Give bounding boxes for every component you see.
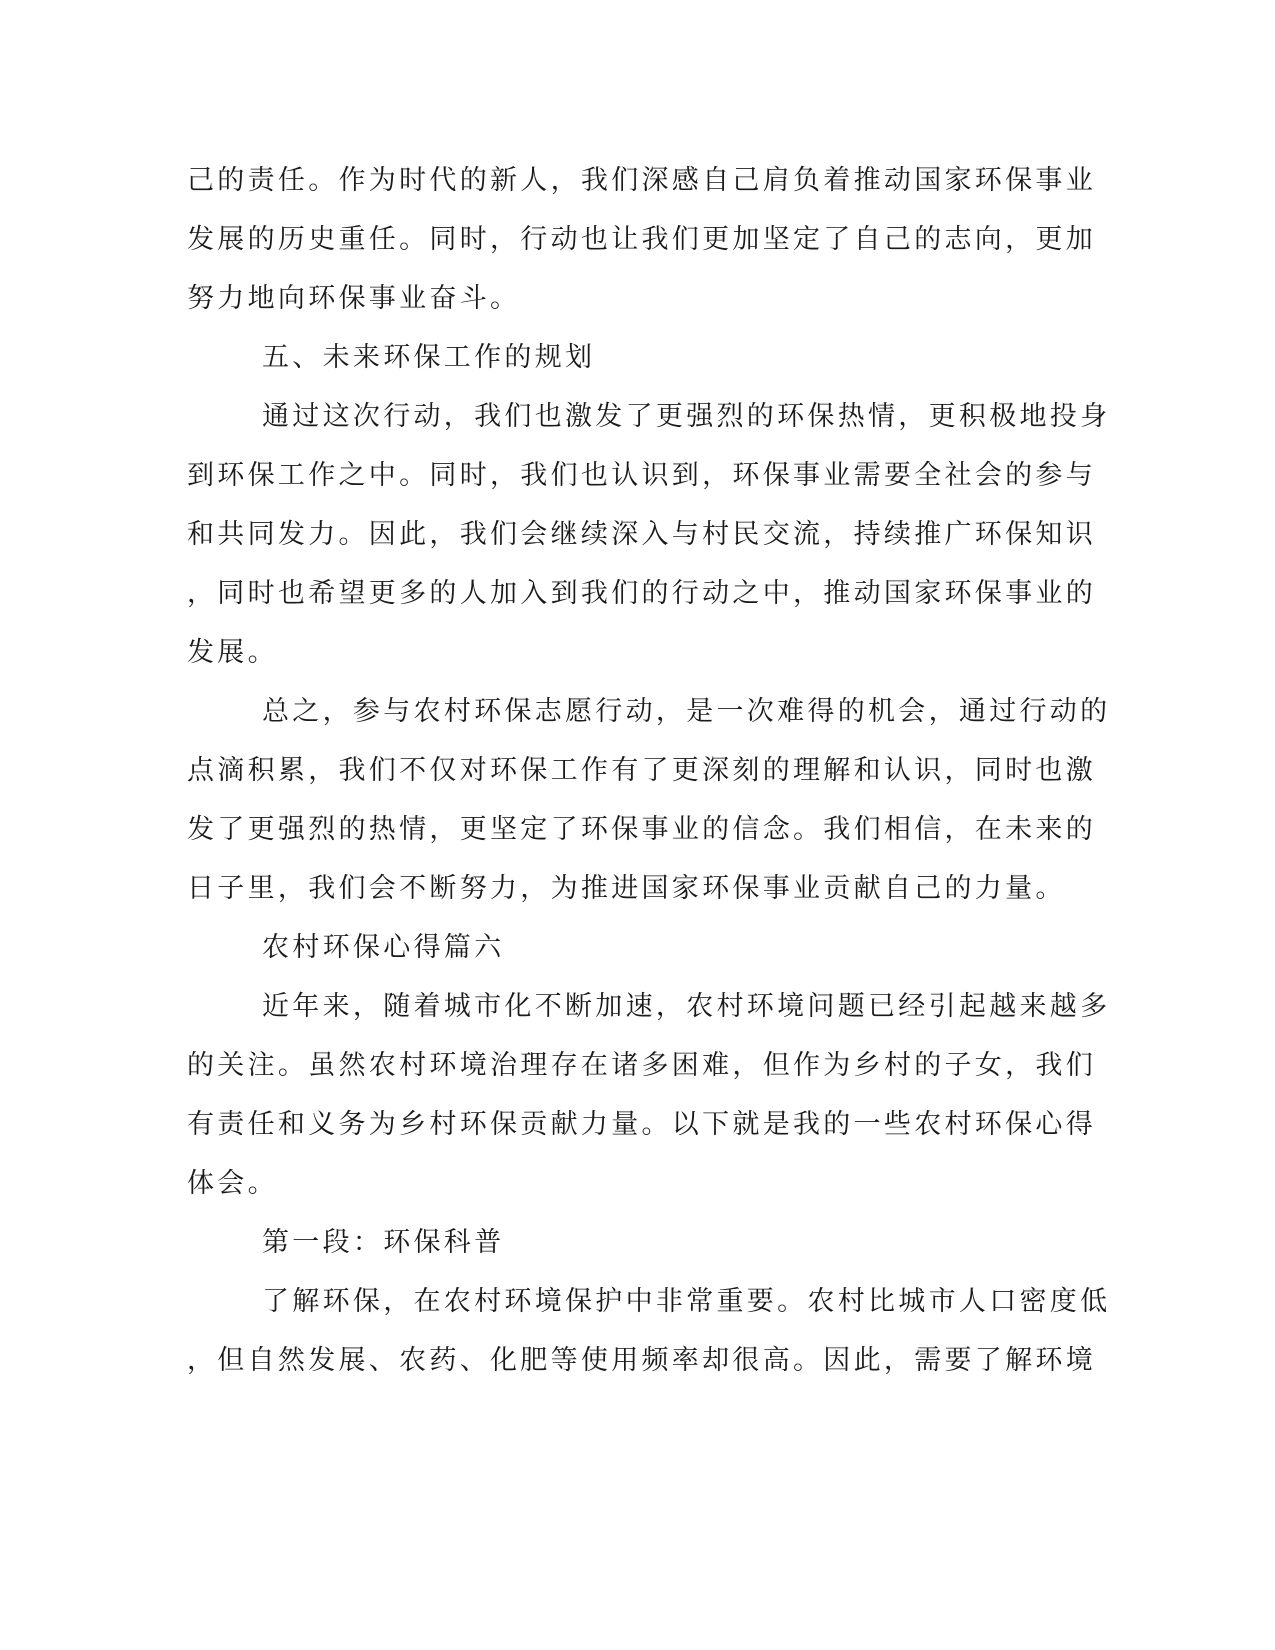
text-line: ，同时也希望更多的人加入到我们的行动之中，推动国家环保事业的 xyxy=(187,578,1096,609)
text-line: 日子里，我们会不断努力，为推进国家环保事业贡献自己的力量。 xyxy=(187,873,1066,904)
text-line: 的关注。虽然农村环境治理存在诸多困难，但作为乡村的子女，我们 xyxy=(187,1050,1096,1081)
text-line: 点滴积累，我们不仅对环保工作有了更深刻的理解和认识，同时也激 xyxy=(187,755,1096,786)
text-line: 发了更强烈的热情，更坚定了环保事业的信念。我们相信，在未来的 xyxy=(187,814,1096,845)
section-heading: 五、未来环保工作的规划 xyxy=(262,342,596,373)
section-heading: 第一段：环保科普 xyxy=(262,1227,505,1258)
text-line: 努力地向环保事业奋斗。 xyxy=(187,283,521,314)
text-line: ，但自然发展、农药、化肥等使用频率却很高。因此，需要了解环境 xyxy=(187,1345,1096,1376)
text-line: 体会。 xyxy=(187,1168,278,1199)
text-line: 有责任和义务为乡村环保贡献力量。以下就是我的一些农村环保心得 xyxy=(187,1109,1096,1140)
text-line: 近年来，随着城市化不断加速，农村环境问题已经引起越来越多 xyxy=(262,991,1111,1022)
text-line: 到环保工作之中。同时，我们也认识到，环保事业需要全社会的参与 xyxy=(187,460,1096,491)
section-heading: 农村环保心得篇六 xyxy=(262,932,505,963)
text-line: 和共同发力。因此，我们会继续深入与村民交流，持续推广环保知识 xyxy=(187,519,1096,550)
text-line: 总之，参与农村环保志愿行动，是一次难得的机会，通过行动的 xyxy=(262,696,1111,727)
text-line: 发展。 xyxy=(187,637,278,668)
text-line: 发展的历史重任。同时，行动也让我们更加坚定了自己的志向，更加 xyxy=(187,224,1096,255)
text-line: 通过这次行动，我们也激发了更强烈的环保热情，更积极地投身 xyxy=(262,401,1111,432)
text-line: 了解环保，在农村环境保护中非常重要。农村比城市人口密度低 xyxy=(262,1286,1111,1317)
text-line: 己的责任。作为时代的新人，我们深感自己肩负着推动国家环保事业 xyxy=(187,165,1096,196)
